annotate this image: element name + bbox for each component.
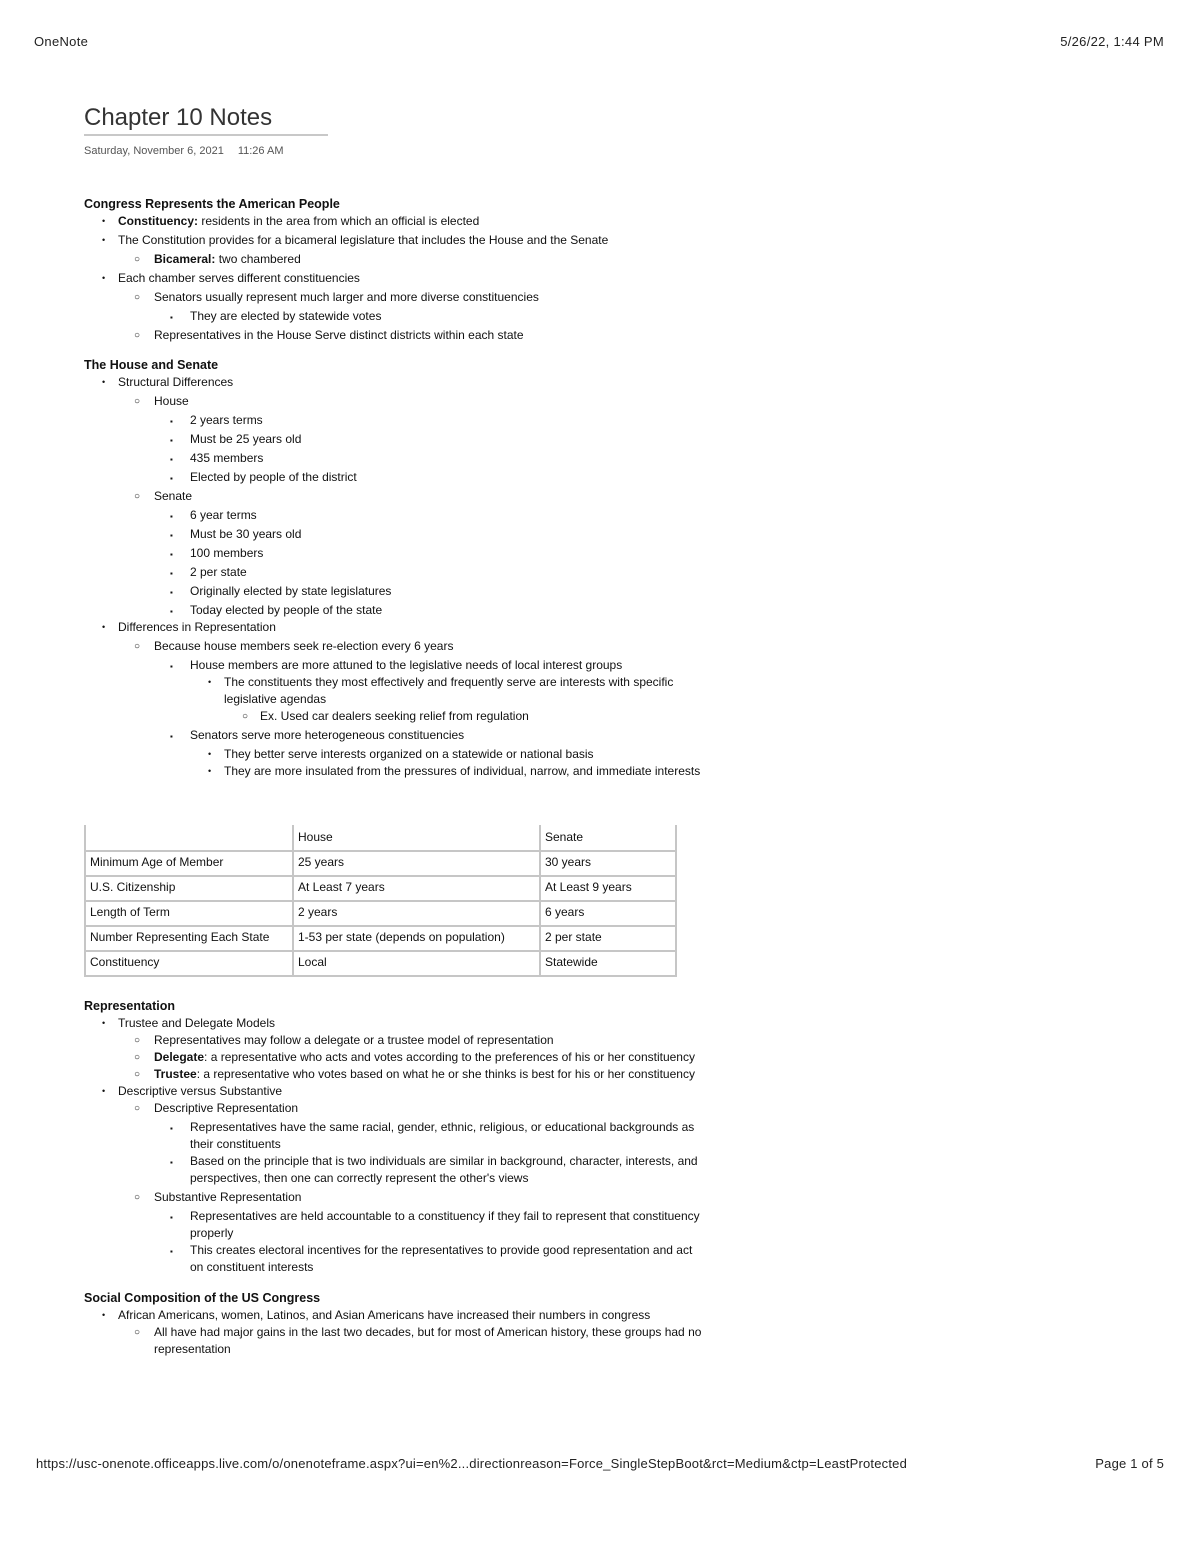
- list-item: ▪ 100 members: [84, 545, 704, 562]
- bullet-icon: ○: [134, 396, 141, 407]
- list-item: ○ House: [134, 394, 189, 408]
- list-item: ▪ Must be 25 years old: [84, 431, 704, 448]
- section-congress: [84, 196, 704, 344]
- list-item: ▪ Today elected by people of the state: [84, 602, 704, 619]
- list-item: ▪ 435 members: [84, 450, 704, 467]
- table-cell[interactable]: 30 years: [540, 851, 676, 876]
- table-header-row: [85, 825, 676, 851]
- list-item: • Structural Differences: [102, 375, 234, 389]
- term-label: Trustee: [154, 1067, 197, 1081]
- bullet-icon: ▪: [170, 455, 173, 464]
- table-cell[interactable]: At Least 7 years: [293, 876, 540, 901]
- term-definition: two chambered: [215, 252, 301, 266]
- list-item: ○ Because house members seek re-election every 6 years: [134, 639, 454, 653]
- bullet-icon: ▪: [170, 732, 173, 741]
- list-item: [84, 213, 704, 230]
- bullet-icon: ▪: [170, 607, 173, 616]
- bullet-icon: •: [102, 1086, 106, 1096]
- table-cell[interactable]: Constituency: [85, 951, 293, 976]
- bullet-icon: •: [208, 766, 212, 776]
- bullet-icon: •: [208, 677, 212, 687]
- table-cell[interactable]: Number Representing Each State: [85, 926, 293, 951]
- note-time: 11:26 AM: [237, 145, 284, 157]
- section-social-composition: [84, 1290, 704, 1358]
- table-cell[interactable]: 1-53 per state (depends on population): [293, 926, 540, 951]
- section-representation: [84, 998, 704, 1276]
- bullet-icon: ○: [134, 1052, 141, 1063]
- list-item: ▪ 2 years terms: [84, 412, 704, 429]
- list-item: • The Constitution provides for a bicameral legislature that includes the House and the Senate: [102, 233, 609, 247]
- list-item: ▪ Must be 30 years old: [84, 526, 704, 543]
- bullet-icon: ○: [134, 641, 141, 652]
- bullet-icon: •: [102, 273, 106, 283]
- list-item: ▪ 6 year terms: [84, 507, 704, 524]
- app-name: OneNote: [34, 34, 89, 49]
- term-label: Bicameral:: [154, 252, 216, 266]
- bullet-icon: •: [208, 749, 212, 759]
- bullet-icon: ○: [134, 1035, 141, 1046]
- list-item: ▪ 2 per state: [84, 564, 704, 581]
- table-cell[interactable]: U.S. Citizenship: [85, 876, 293, 901]
- table-cell[interactable]: Local: [293, 951, 540, 976]
- note-title-block: [84, 103, 328, 136]
- bullet-icon: •: [102, 235, 106, 245]
- table-header-cell[interactable]: Senate: [540, 825, 676, 851]
- bullet-icon: ▪: [170, 662, 173, 671]
- table-row: [85, 951, 676, 976]
- section-heading: The House and Senate: [84, 358, 219, 372]
- list-item: • They better serve interests organized on a statewide or national basis: [208, 747, 594, 761]
- bullet-icon: ○: [134, 330, 141, 341]
- bullet-icon: ▪: [170, 417, 173, 426]
- table-cell[interactable]: Minimum Age of Member: [85, 851, 293, 876]
- term-definition: : a representative who acts and votes according to the preferences of his or her constituency: [204, 1050, 695, 1064]
- page-url: https://usc-onenote.officeapps.live.com/o/onenoteframe.aspx?ui=en%2...directionreason=Force_SingleStepBoot&rct=Medium&ctp=LeastProtected: [36, 1456, 908, 1471]
- bullet-icon: •: [102, 1310, 106, 1320]
- list-item: ○ Senators usually represent much larger and more diverse constituencies: [134, 290, 539, 304]
- list-item: [84, 1049, 704, 1066]
- bullet-icon: ▪: [170, 588, 173, 597]
- list-item: ○ All have had major gains in the last two decades, but for most of American history, these groups had no representation: [134, 1325, 702, 1356]
- table-header-cell[interactable]: House: [293, 825, 540, 851]
- table-cell[interactable]: At Least 9 years: [540, 876, 676, 901]
- list-item: ▪ Senators serve more heterogeneous constituencies: [84, 727, 704, 744]
- bullet-icon: ▪: [170, 474, 173, 483]
- bullet-icon: ○: [134, 292, 141, 303]
- bullet-icon: ▪: [170, 1124, 173, 1133]
- bullet-icon: ○: [134, 1103, 141, 1114]
- bullet-icon: ○: [134, 1069, 141, 1080]
- list-item: • Trustee and Delegate Models: [102, 1016, 275, 1030]
- table-cell[interactable]: 6 years: [540, 901, 676, 926]
- list-item: ▪ Originally elected by state legislatures: [84, 583, 704, 600]
- list-item: ▪ Based on the principle that is two individuals are similar in background, character, interests, and perspectives, then one can correctly represent the other's views: [170, 1154, 698, 1185]
- list-item: ▪ Representatives have the same racial, gender, ethnic, religious, or educational backgrounds as their constituents: [170, 1120, 695, 1151]
- list-item: ○ Representatives in the House Serve distinct districts within each state: [134, 328, 524, 342]
- list-item: • Descriptive versus Substantive: [102, 1084, 283, 1098]
- bullet-icon: ▪: [170, 550, 173, 559]
- bullet-icon: ▪: [170, 1247, 173, 1256]
- term-definition: : a representative who votes based on what he or she thinks is best for his or her constituency: [196, 1067, 695, 1081]
- section-heading: Congress Represents the American People: [84, 197, 340, 211]
- list-item: ○ Descriptive Representation: [134, 1101, 299, 1115]
- bullet-icon: ○: [134, 491, 141, 502]
- list-item: • Differences in Representation: [102, 620, 276, 634]
- comparison-table: [84, 825, 677, 977]
- table-cell[interactable]: Statewide: [540, 951, 676, 976]
- table-header-cell[interactable]: [85, 825, 293, 851]
- list-item: • The constituents they most effectively and frequently serve are interests with specific legislative agendas: [208, 675, 674, 706]
- term-label: Delegate: [154, 1050, 205, 1064]
- bullet-icon: •: [102, 377, 106, 387]
- bullet-icon: ▪: [170, 512, 173, 521]
- list-item: [84, 1066, 704, 1083]
- list-item: ○ Representatives may follow a delegate or a trustee model of representation: [134, 1033, 554, 1047]
- list-item: • They are more insulated from the pressures of individual, narrow, and immediate interests: [208, 764, 701, 778]
- table-cell[interactable]: 2 per state: [540, 926, 676, 951]
- list-item: ▪ This creates electoral incentives for the representatives to provide good representation and act on constituent interests: [170, 1243, 693, 1274]
- bullet-icon: ▪: [170, 436, 173, 445]
- bullet-icon: ▪: [170, 1213, 173, 1222]
- list-item: ○ Substantive Representation: [134, 1190, 302, 1204]
- list-item: ▪ They are elected by statewide votes: [84, 308, 704, 325]
- bullet-icon: ○: [134, 254, 141, 265]
- note-body: [84, 196, 704, 1358]
- table-cell[interactable]: 25 years: [293, 851, 540, 876]
- list-item: ▪ Representatives are held accountable to a constituency if they fail to represent that constituency properly: [170, 1209, 700, 1240]
- page-title[interactable]: Chapter 10 Notes: [84, 104, 273, 131]
- list-item: [84, 251, 704, 268]
- bullet-icon: ▪: [170, 569, 173, 578]
- bullet-icon: ▪: [170, 313, 173, 322]
- print-timestamp: 5/26/22, 1:44 PM: [1060, 34, 1164, 49]
- table-cell[interactable]: 2 years: [293, 901, 540, 926]
- bullet-icon: ○: [242, 711, 249, 722]
- list-item: ▪ Elected by people of the district: [84, 469, 704, 486]
- list-item: ○ Senate: [134, 489, 193, 503]
- term-label: Constituency:: [118, 214, 199, 228]
- page-count: Page 1 of 5: [1095, 1456, 1164, 1471]
- table-cell[interactable]: Length of Term: [85, 901, 293, 926]
- section-house-senate: [84, 357, 704, 780]
- list-item: ○ Ex. Used car dealers seeking relief from regulation: [242, 709, 529, 723]
- bullet-icon: •: [102, 1018, 106, 1028]
- bullet-icon: ○: [134, 1192, 141, 1203]
- list-item: • African Americans, women, Latinos, and Asian Americans have increased their numbers in congress: [102, 1308, 651, 1322]
- table-row: [85, 926, 676, 951]
- section-heading: Representation: [84, 999, 175, 1013]
- bullet-icon: ○: [134, 1327, 141, 1338]
- title-underline: [84, 134, 328, 136]
- bullet-icon: ▪: [170, 531, 173, 540]
- table-row: [85, 901, 676, 926]
- bullet-icon: ▪: [170, 1158, 173, 1167]
- list-item: ▪ House members are more attuned to the legislative needs of local interest groups: [84, 657, 704, 674]
- table-row: [85, 851, 676, 876]
- bullet-icon: •: [102, 216, 106, 226]
- list-item: • Each chamber serves different constituencies: [102, 271, 360, 285]
- table-row: [85, 876, 676, 901]
- note-date: Saturday, November 6, 2021: [84, 145, 224, 157]
- term-definition: residents in the area from which an official is elected: [198, 214, 480, 228]
- bullet-icon: •: [102, 622, 106, 632]
- section-heading: Social Composition of the US Congress: [84, 1291, 321, 1305]
- note-datetime: [84, 145, 298, 157]
